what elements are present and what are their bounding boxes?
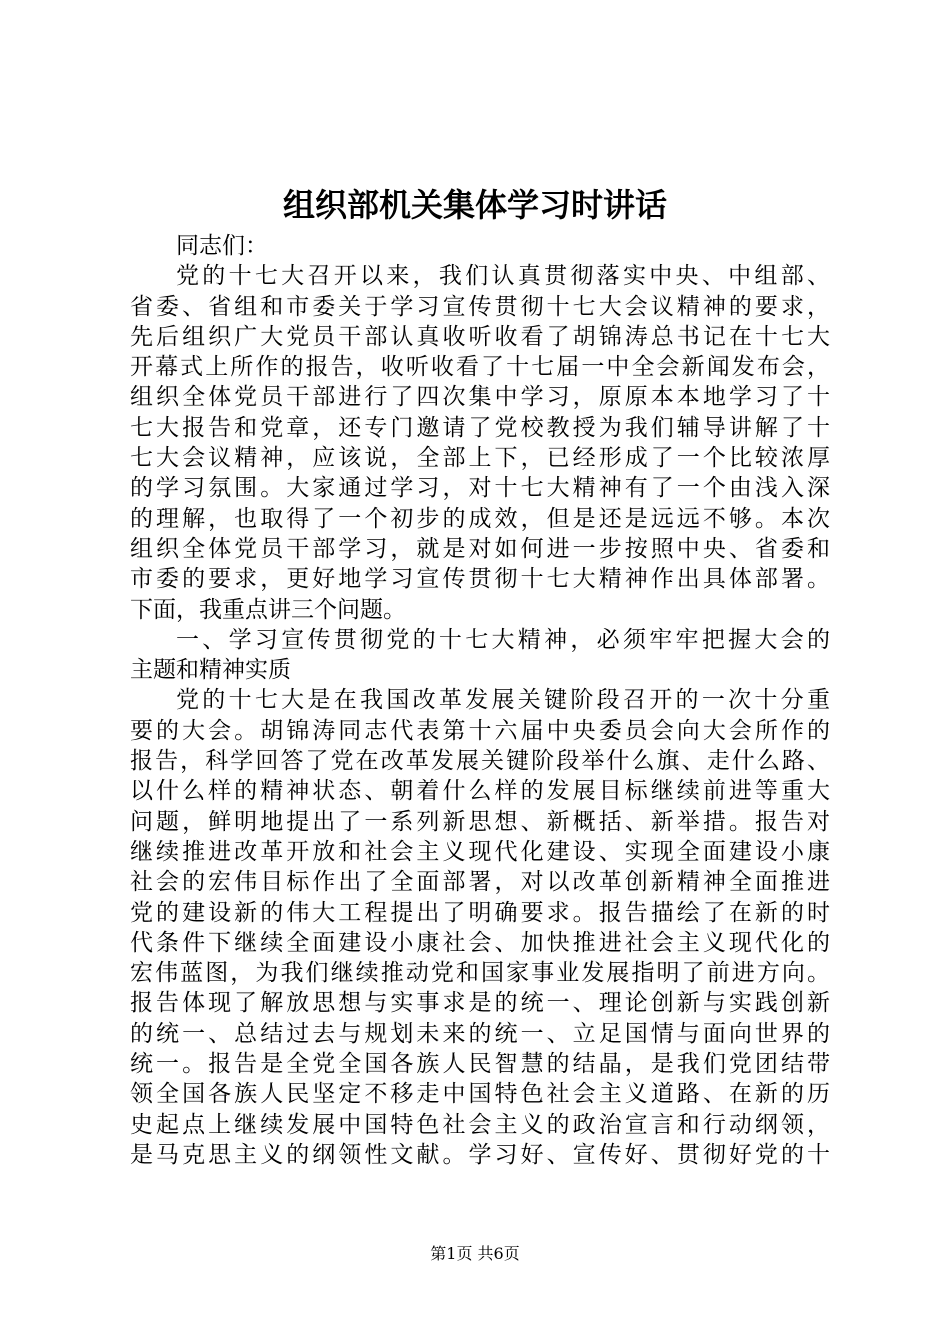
paragraph-line: 七大会议精神，应该说，全部上下，已经形成了一个比较浓厚 bbox=[130, 445, 830, 472]
paragraph-line: 要的大会。胡锦涛同志代表第十六届中央委员会向大会所作的 bbox=[130, 717, 830, 744]
paragraph-line: 先后组织广大党员干部认真收听收看了胡锦涛总书记在十七大 bbox=[130, 323, 830, 350]
paragraph-line: 史起点上继续发展中国特色社会主义的政治宣言和行动纲领， bbox=[130, 1111, 830, 1138]
paragraph-line: 下面，我重点讲三个问题。 bbox=[130, 596, 406, 623]
salutation-line: 同志们： bbox=[176, 233, 268, 259]
paragraph-line: 是马克思主义的纲领性文献。学习好、宣传好、贯彻好党的十 bbox=[130, 1141, 830, 1168]
paragraph-line: 组织全体党员干部学习，就是对如何进一步按照中央、省委和 bbox=[130, 535, 830, 562]
paragraph-line: 继续推进改革开放和社会主义现代化建设、实现全面建设小康 bbox=[130, 838, 830, 865]
paragraph-line: 宏伟蓝图，为我们继续推动党和国家事业发展指明了前进方向。 bbox=[130, 960, 830, 987]
paragraph-line: 市委的要求，更好地学习宣传贯彻十七大精神作出具体部署。 bbox=[130, 566, 830, 593]
paragraph-line: 组织全体党员干部进行了四次集中学习，原原本本地学习了十 bbox=[130, 384, 830, 411]
paragraph-line: 开幕式上所作的报告，收听收看了十七届一中全会新闻发布会， bbox=[130, 354, 830, 381]
paragraph-line: 报告，科学回答了党在改革发展关键阶段举什么旗、走什么路、 bbox=[130, 748, 830, 775]
paragraph-line: 党的十七大召开以来，我们认真贯彻落实中央、中组部、 bbox=[176, 263, 830, 290]
paragraph-line: 统一。报告是全党全国各族人民智慧的结晶，是我们党团结带 bbox=[130, 1051, 830, 1078]
paragraph-line: 代条件下继续全面建设小康社会、加快推进社会主义现代化的 bbox=[130, 929, 830, 956]
paragraph-line: 的学习氛围。大家通过学习，对十七大精神有了一个由浅入深 bbox=[130, 475, 830, 502]
paragraph-line: 党的建设新的伟大工程提出了明确要求。报告描绘了在新的时 bbox=[130, 899, 830, 926]
paragraph-line: 社会的宏伟目标作出了全面部署，对以改革创新精神全面推进 bbox=[130, 869, 830, 896]
paragraph-line: 七大报告和党章，还专门邀请了党校教授为我们辅导讲解了十 bbox=[130, 414, 830, 441]
section-heading-line: 一、学习宣传贯彻党的十七大精神，必须牢牢把握大会的 bbox=[176, 626, 830, 653]
document-title: 组织部机关集体学习时讲话 bbox=[282, 186, 667, 224]
section-heading-line: 主题和精神实质 bbox=[130, 657, 291, 684]
paragraph-line: 党的十七大是在我国改革发展关键阶段召开的一次十分重 bbox=[176, 687, 830, 714]
paragraph-line: 报告体现了解放思想与实事求是的统一、理论创新与实践创新 bbox=[130, 990, 830, 1017]
paragraph-line: 的统一、总结过去与规划未来的统一、立足国情与面向世界的 bbox=[130, 1020, 830, 1047]
paragraph-line: 领全国各族人民坚定不移走中国特色社会主义道路、在新的历 bbox=[130, 1081, 830, 1108]
page-footer: 第1页 共6页 bbox=[430, 1244, 520, 1263]
paragraph-line: 问题，鲜明地提出了一系列新思想、新概括、新举措。报告对 bbox=[130, 808, 830, 835]
paragraph-line: 的理解，也取得了一个初步的成效，但是还是远远不够。本次 bbox=[130, 505, 830, 532]
paragraph-line: 以什么样的精神状态、朝着什么样的发展目标继续前进等重大 bbox=[130, 778, 830, 805]
paragraph-line: 省委、省组和市委关于学习宣传贯彻十七大会议精神的要求， bbox=[130, 293, 830, 320]
document-body bbox=[130, 231, 830, 1170]
